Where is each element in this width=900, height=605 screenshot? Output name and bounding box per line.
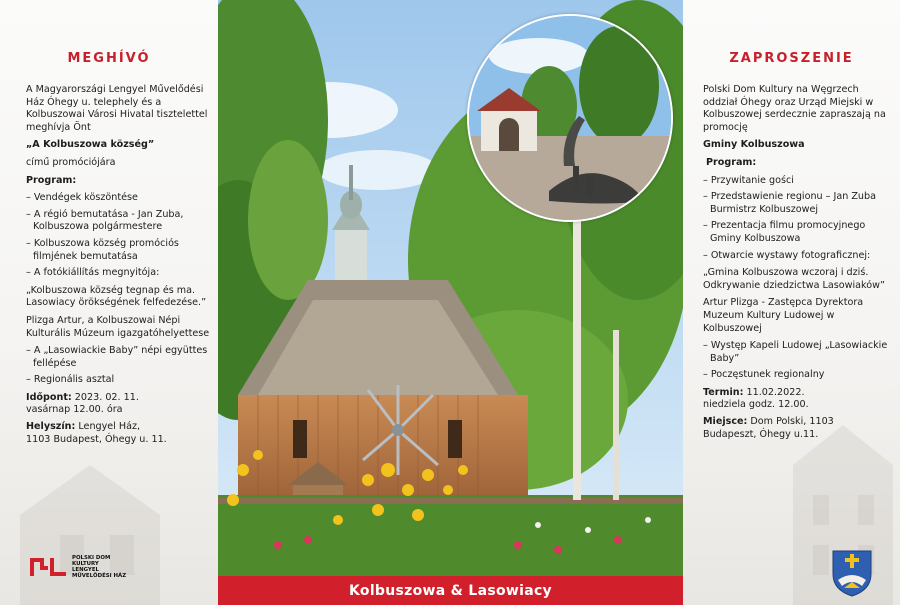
program-label: Program: [26,174,77,186]
place-label: Helyszín: [26,421,76,433]
program-item: – Otwarcie wystawy fotograficznej: [703,250,895,263]
program-item: – Przywitanie gości [703,175,895,188]
intro-text: Polski Dom Kultury na Węgrzech oddział Óhegy oraz Urząd Miejski w Kolbuszowej serdecznie zapraszają na promocję [703,84,886,133]
crocodile-illustration [469,16,671,220]
place-line2: Budapeszt, Óhegy u.11. [703,428,819,440]
event-title: Gminy Kolbuszowa [703,139,805,151]
program-item: – Regionális asztal [26,374,216,387]
place-value: Dom Polski, 1103 [747,416,834,428]
date-value: 11.02.2022. [743,386,805,398]
place-label: Miejsce: [703,416,748,428]
date-block [703,387,895,412]
program-item: – Występ Kapeli Ludowej „Lasowiackie Baby” [703,340,895,365]
logo-line: LENGYEL [72,567,99,573]
program-list-2 [703,340,895,382]
place-value: Lengyel Ház, [75,421,141,433]
date-label: Időpont: [26,391,72,403]
date-line2: niedziela godz. 12.00. [703,399,809,411]
program-list [703,175,895,263]
pl-logo-icon [30,556,68,578]
heading-zaproszenie: ZAPROSZENIE [729,51,854,66]
title-banner: Kolbuszowa & Lasowiacy [218,576,683,605]
left-invitation-text [26,84,216,451]
place-block [26,421,216,446]
exhibit-title: „Kolbuszowa község tegnap és ma. Lasowiacy örökségének felfedezése.” [26,284,207,309]
exhibit-title: „Gmina Kolbuszowa wczoraj i dziś. Odkrywanie dziedzictwa Lasowiaków” [703,267,885,291]
presenter: Artur Plizga - Zastępca Dyrektora Muzeum Kultury Ludowej w Kolbuszowej [703,297,864,334]
logo-text [72,555,126,579]
date-label: Termin: [703,386,744,398]
program-item: – Kolbuszowa község promóciós filmjének bemutatása [26,238,216,263]
date-block [26,392,216,417]
program-item: – A fotókiállítás megnyitója: [26,267,216,280]
date-line2: vasárnap 12.00. óra [26,404,123,416]
heading-meghivo: MEGHÍVÓ [67,51,151,66]
program-item: – Poczęstunek regionalny [703,369,895,382]
event-title-sub: című promóciójára [26,156,116,168]
logo-line: POLSKI DOM [72,555,111,561]
event-title: „A Kolbuszowa község” [26,139,155,151]
coat-of-arms-icon [830,548,874,598]
program-item: – Vendégek köszöntése [26,192,216,205]
place-line2: 1103 Budapest, Óhegy u. 11. [26,433,167,445]
program-list-2 [26,345,216,387]
program-item: – A „Lasowiackie Baby” népi együttes fellépése [26,345,216,370]
program-item: – A régió bemutatása - Jan Zuba, Kolbuszowa polgármestere [26,209,216,234]
left-panel-hungarian [0,0,218,605]
date-value: 2023. 02. 11. [71,391,139,403]
crocodile-statue-photo [467,14,673,222]
right-invitation-text [703,84,895,446]
place-block [703,416,895,441]
right-panel-polish [683,0,900,605]
presenter: Plizga Artur, a Kolbuszowai Népi Kulturális Múzeum igazgatóhelyettese [26,314,210,339]
program-item: – Prezentacja filmu promocyjnego Gminy Kolbuszowa [703,220,895,245]
program-label: Program: [706,156,757,168]
logo-line: KULTURY [72,561,99,567]
intro-text: A Magyarországi Lengyel Művelődési Ház Óhegy u. telephely és a Kolbuszowai Városi Hivatal tisztelettel meghívja Önt [26,84,208,133]
polish-house-logo [30,555,126,579]
logo-line: MŰVELŐDÉSI HÁZ [72,573,127,579]
program-list [26,192,216,280]
program-item: – Przedstawienie regionu – Jan Zuba Burmistrz Kolbuszowej [703,191,895,216]
